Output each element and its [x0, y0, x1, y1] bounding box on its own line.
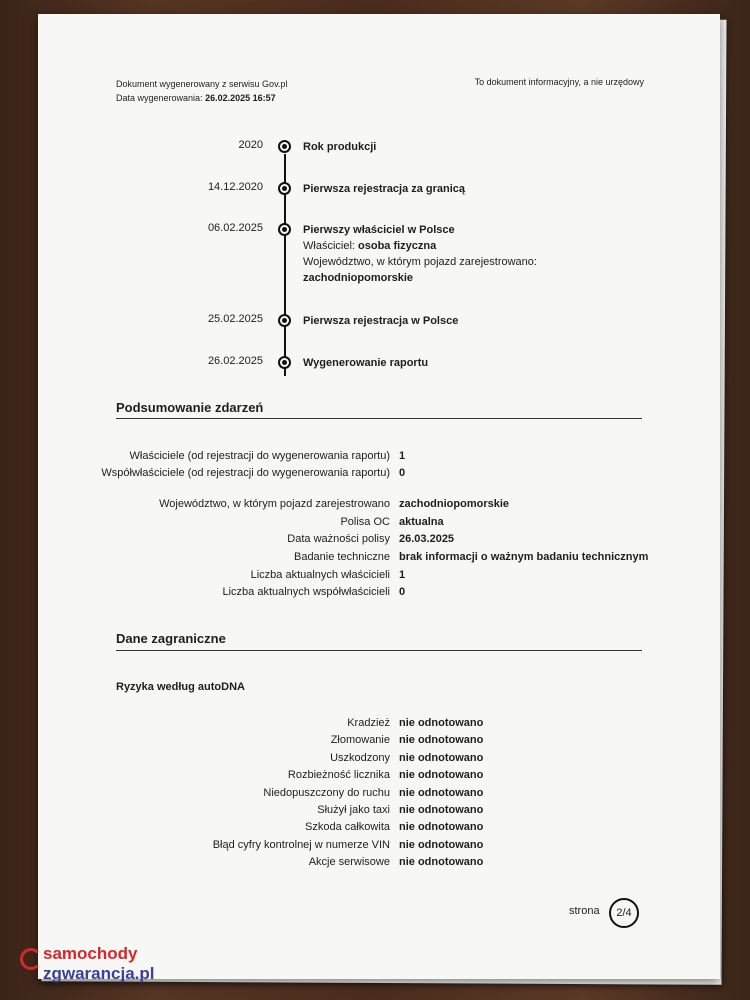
summary-label: Liczba aktualnych właścicieli	[250, 569, 390, 581]
summary-label: Badanie techniczne	[293, 551, 390, 563]
foreign-section-title: Dane zagraniczne	[116, 631, 226, 646]
timeline-date: 25.02.2025	[207, 313, 263, 325]
summary-value: aktualna	[399, 516, 444, 528]
risk-label: Złomowanie	[330, 734, 390, 746]
risk-label: Szkoda całkowita	[305, 821, 390, 833]
risk-value: nie odnotowano	[399, 787, 484, 799]
timeline-date: 2020	[238, 139, 263, 151]
summary-divider	[116, 418, 642, 419]
summary-value: 1	[399, 569, 406, 581]
timeline-dot-icon	[278, 314, 291, 327]
risk-value: nie odnotowano	[399, 821, 484, 833]
summary-value: 1	[399, 450, 406, 462]
document-page	[38, 14, 720, 979]
document-disclaimer: To dokument informacyjny, a nie urzędowy	[474, 77, 644, 87]
timeline-title: Pierwsza rejestracja za granicą	[303, 183, 466, 195]
timeline-dot-icon	[278, 182, 291, 195]
timeline-title: Wygenerowanie raportu	[303, 357, 429, 369]
timeline-title: Pierwsza rejestracja w Polsce	[303, 315, 459, 327]
timeline-dot-icon	[278, 356, 291, 369]
foreign-divider	[116, 650, 642, 651]
timeline-dot-icon	[278, 223, 291, 236]
region-label: Województwo, w którym pojazd zarejestrowano:	[303, 256, 537, 268]
summary-label: Województwo, w którym pojazd zarejestrowano	[159, 498, 390, 510]
summary-value: 26.03.2025	[399, 533, 455, 545]
generation-date-label: Data wygenerowania:	[116, 93, 203, 103]
timeline-owner	[303, 238, 603, 254]
summary-label: Współwłaściciele (od rejestracji do wygenerowania raportu)	[101, 467, 390, 479]
risk-value: nie odnotowano	[399, 804, 484, 816]
summary-label: Data ważności polisy	[287, 533, 390, 545]
risk-label: Służył jako taxi	[317, 804, 390, 816]
risk-label: Kradzież	[347, 717, 390, 729]
owner-label: Właściciel:	[303, 240, 355, 252]
generated-by-text: Dokument wygenerowany z serwisu Gov.pl	[116, 79, 288, 89]
summary-label: Polisa OC	[340, 516, 390, 528]
page-number-badge: 2/4	[609, 898, 639, 928]
risk-value: nie odnotowano	[399, 717, 484, 729]
timeline-title: Rok produkcji	[303, 141, 377, 153]
summary-label: Właściciele (od rejestracji do wygenerowania raportu)	[129, 450, 390, 462]
risk-label: Rozbieżność licznika	[287, 769, 390, 781]
brand-logo-icon	[20, 948, 42, 970]
owner-value: osoba fizyczna	[358, 240, 437, 252]
risk-value: nie odnotowano	[399, 734, 484, 746]
document-header-left	[116, 77, 287, 105]
risk-value: nie odnotowano	[399, 769, 484, 781]
summary-value: brak informacji o ważnym badaniu technicznym	[399, 551, 649, 563]
generation-date-value: 26.02.2025 16:57	[205, 93, 276, 103]
summary-label: Liczba aktualnych współwłaścicieli	[222, 586, 390, 598]
risk-value: nie odnotowano	[399, 839, 484, 851]
timeline-date: 26.02.2025	[207, 355, 263, 367]
risk-label: Błąd cyfry kontrolnej w numerze VIN	[212, 839, 390, 851]
risk-value: nie odnotowano	[399, 856, 484, 868]
risk-label: Niedopuszczony do ruchu	[263, 787, 390, 799]
watermark-line2: zgwarancja.pl	[43, 964, 155, 983]
risk-label: Akcje serwisowe	[308, 856, 390, 868]
summary-value: 0	[399, 586, 406, 598]
risk-value: nie odnotowano	[399, 752, 484, 764]
timeline-title: Pierwszy właściciel w Polsce	[303, 224, 455, 236]
risk-subtitle: Ryzyka według autoDNA	[116, 681, 245, 693]
summary-value: 0	[399, 467, 406, 479]
summary-section-title: Podsumowanie zdarzeń	[116, 400, 264, 415]
region-value: zachodniopomorskie	[303, 272, 414, 284]
summary-value: zachodniopomorskie	[399, 498, 510, 510]
generation-date	[116, 91, 287, 105]
risk-label: Uszkodzony	[330, 752, 390, 764]
timeline-date: 14.12.2020	[207, 181, 263, 193]
watermark-line1: samochody	[43, 944, 138, 963]
page-label: strona	[569, 905, 600, 917]
timeline-date: 06.02.2025	[207, 222, 263, 234]
timeline-dot-icon	[278, 140, 291, 153]
